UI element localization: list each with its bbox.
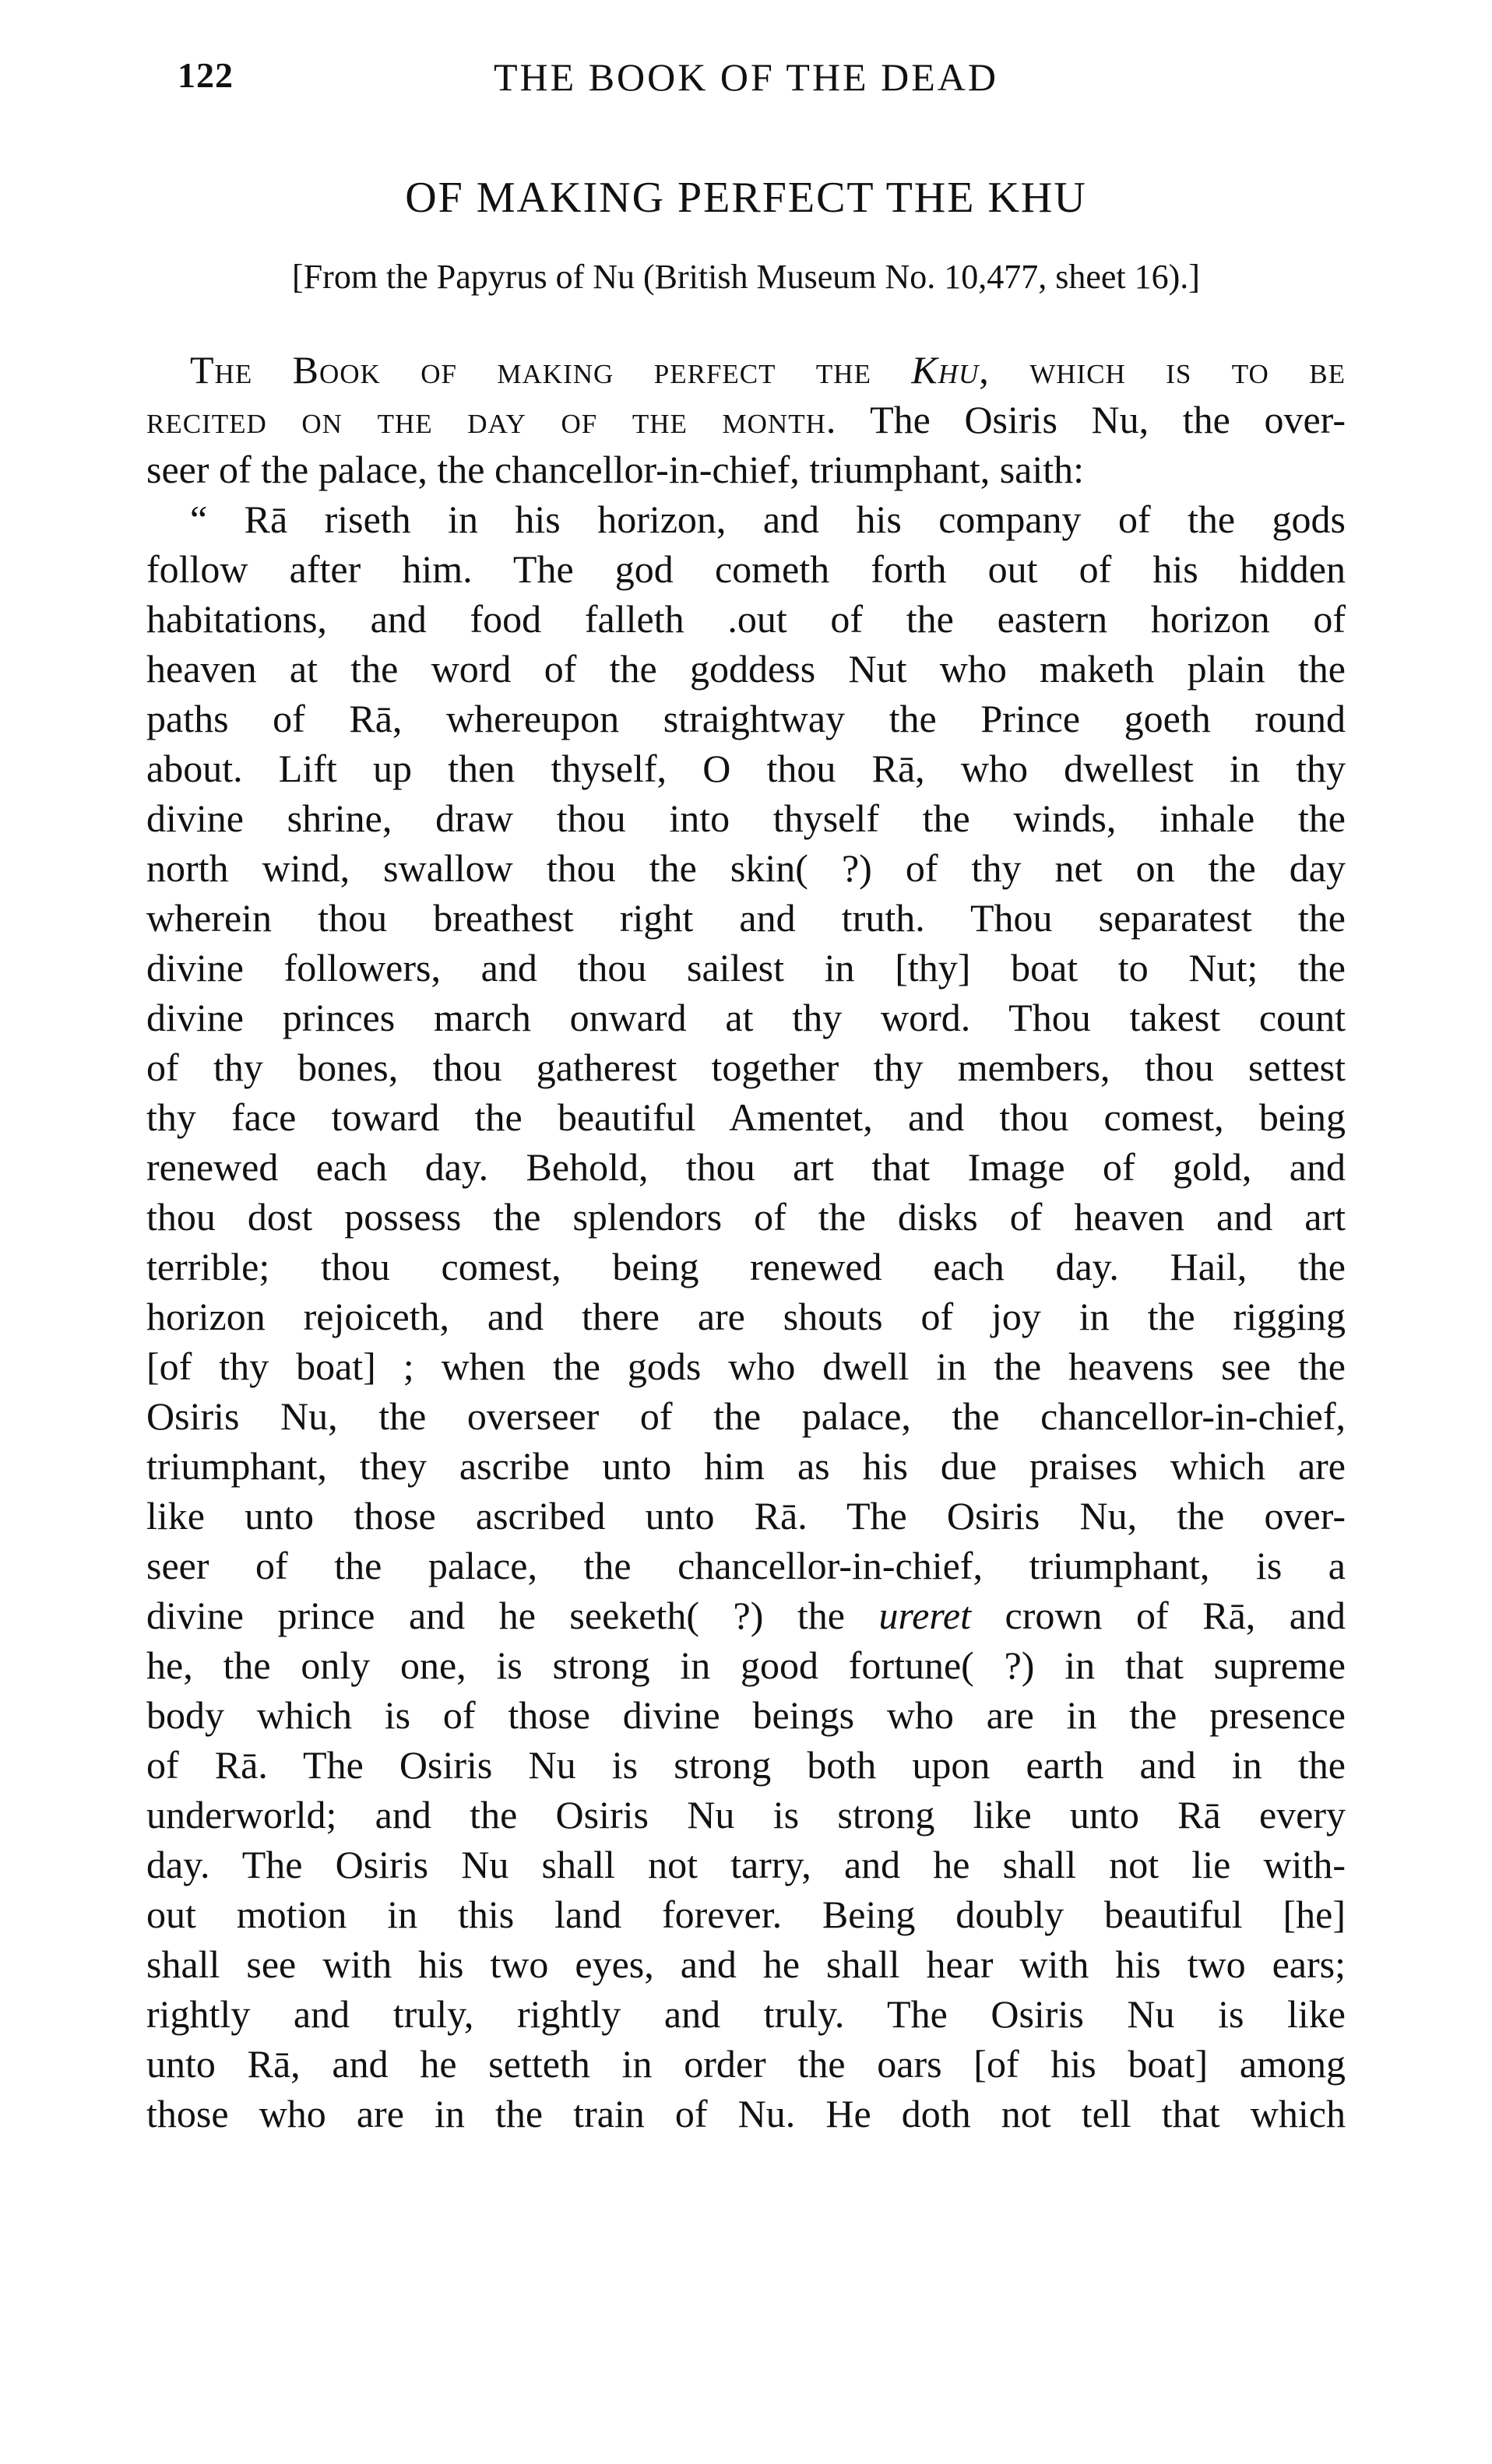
text-line: renewed each day. Behold, thou art that Image of gold, and — [146, 1145, 1346, 1189]
body-text-run: divine prince and he seeketh( ?) the — [146, 1594, 879, 1637]
text-line: divine shrine, draw thou into thyself the winds, inhale the — [146, 796, 1346, 840]
text-line: horizon rejoiceth, and there are shouts of joy in the rigging — [146, 1295, 1346, 1338]
rubric-line-2 — [146, 395, 1346, 445]
text-line: triumphant, they ascribe unto him as his due praises which are — [146, 1444, 1346, 1488]
body-text-run: The Osiris Nu, the over- — [836, 398, 1346, 441]
rubric-line-1 — [146, 345, 1346, 395]
text-line: habitations, and food falleth .out of the eastern horizon of — [146, 597, 1346, 641]
text-line: body which is of those divine beings who are in the presence — [146, 1693, 1346, 1737]
running-head — [146, 54, 1346, 101]
running-title: THE BOOK OF THE DEAD — [494, 55, 998, 99]
text-line: like unto those ascribed unto Rā. The Osiris Nu, the over- — [146, 1494, 1346, 1538]
text-line: follow after him. The god cometh forth out of his hidden — [146, 547, 1346, 591]
text-line: thy face toward the beautiful Amentet, and thou comest, being — [146, 1095, 1346, 1139]
text-line: thou dost possess the splendors of the disks of heaven and art — [146, 1195, 1346, 1239]
chapter-title: OF MAKING PERFECT THE KHU — [405, 174, 1087, 222]
rubric-khu: Khu — [911, 348, 980, 392]
text-line: underworld; and the Osiris Nu is strong like unto Rā every — [146, 1793, 1346, 1837]
text-line: of thy bones, thou gatherest together thy members, thou settest — [146, 1046, 1346, 1089]
text-line: “ Rā riseth in his horizon, and his company of the gods — [190, 497, 1346, 541]
text-line: out motion in this land forever. Being doubly beautiful [he] — [146, 1893, 1346, 1936]
text-line: he, the only one, is strong in good fortune( ?) in that supreme — [146, 1643, 1346, 1687]
text-line: heaven at the word of the goddess Nut who maketh plain the — [146, 647, 1346, 691]
source-note: [From the Papyrus of Nu (British Museum No. 10,477, sheet 16).] — [292, 258, 1200, 296]
body-text-run: crown of Rā, and — [971, 1594, 1346, 1637]
text-line: those who are in the train of Nu. He doth not tell that which — [146, 2092, 1346, 2135]
text-line: divine princes march onward at thy word. Thou takest count — [146, 996, 1346, 1039]
ureret-word: ureret — [878, 1594, 972, 1637]
text-line: rightly and truly, rightly and truly. The Osiris Nu is like — [146, 1992, 1346, 2036]
page-number: 122 — [178, 55, 234, 95]
text-line: seer of the palace, the chancellor-in-chief, triumphant, is a — [146, 1544, 1346, 1587]
text-line: divine followers, and thou sailest in [thy] boat to Nut; the — [146, 946, 1346, 989]
rubric-text: recited on the day of the month. — [146, 398, 837, 441]
text-line: unto Rā, and he setteth in order the oars [of his boat] among — [146, 2042, 1346, 2086]
text-line: terrible; thou comest, being renewed each day. Hail, the — [146, 1245, 1346, 1288]
text-line: of Rā. The Osiris Nu is strong both upon earth and in the — [146, 1743, 1346, 1787]
text-line: day. The Osiris Nu shall not tarry, and he shall not lie with- — [146, 1843, 1346, 1886]
text-line: Osiris Nu, the overseer of the palace, the chancellor-in-chief, — [146, 1394, 1346, 1438]
rubric-text: The Book of making perfect the — [190, 348, 912, 392]
text-line-ureret — [146, 1591, 1346, 1640]
text-line: wherein thou breathest right and truth. Thou separatest the — [146, 896, 1346, 940]
body-text — [146, 345, 1346, 2139]
text-line: paths of Rā, whereupon straightway the Prince goeth round — [146, 697, 1346, 740]
text-line: seer of the palace, the chancellor-in-chief, triumphant, saith: — [146, 448, 1085, 491]
rubric-text: , which is to be — [979, 348, 1346, 392]
text-line: about. Lift up then thyself, O thou Rā, who dwellest in thy — [146, 747, 1346, 790]
text-line: [of thy boat] ; when the gods who dwell in the heavens see the — [146, 1344, 1346, 1388]
text-line: north wind, swallow thou the skin( ?) of thy net on the day — [146, 846, 1346, 890]
text-line: shall see with his two eyes, and he shall hear with his two ears; — [146, 1942, 1346, 1986]
